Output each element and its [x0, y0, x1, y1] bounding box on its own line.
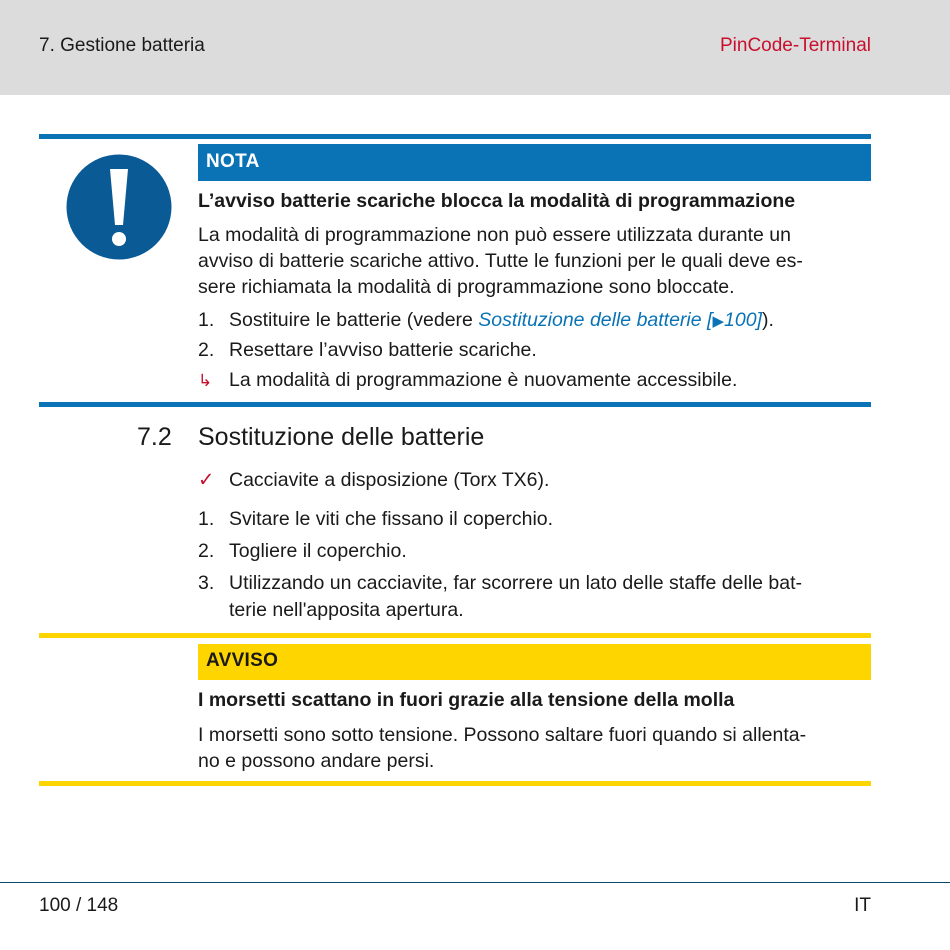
- section-step-3: [198, 572, 802, 595]
- product-name: PinCode-Terminal: [719, 35, 871, 56]
- warning-bottom-rule: [39, 781, 871, 786]
- note-body: [198, 222, 868, 300]
- step-number: 3.: [198, 572, 215, 594]
- link-page[interactable]: 100]: [724, 309, 762, 331]
- step-text: Utilizzando un cacciavite, far scorrere un lato delle staffe delle bat-: [229, 572, 803, 594]
- note-step-2: [198, 339, 537, 362]
- note-heading: L’avviso batterie scariche blocca la modalità di programmazione: [198, 190, 796, 212]
- note-body-line: sere richiamata la modalità di programmazione sono bloccate.: [198, 276, 735, 298]
- note-body-line: La modalità di programmazione non può essere utilizzata durante un: [198, 224, 791, 246]
- section-number: 7.2: [137, 423, 172, 451]
- prerequisite: [198, 468, 549, 492]
- result-arrow-icon: ↳: [198, 371, 213, 390]
- note-bottom-rule: [39, 402, 871, 407]
- page-header: [0, 0, 950, 95]
- step-text: Svitare le viti che fissano il coperchio.: [229, 508, 554, 530]
- warning-body: [198, 722, 868, 774]
- checkmark-icon: ✓: [198, 469, 215, 491]
- step-number: 2.: [198, 540, 215, 562]
- footer-divider: [0, 882, 950, 883]
- note-body-line: avviso di batterie scariche attivo. Tutte le funzioni per le quali deve es-: [198, 250, 803, 272]
- section-title: Sostituzione delle batterie: [198, 423, 485, 451]
- chapter-title: 7. Gestione batteria: [39, 35, 205, 56]
- note-label: NOTA: [198, 144, 871, 181]
- cross-reference-link[interactable]: [478, 309, 762, 331]
- note-result: [198, 369, 737, 392]
- step-number: 1.: [198, 309, 215, 331]
- language-code: IT: [854, 895, 871, 916]
- step-text-after: ).: [761, 309, 774, 331]
- step-text: terie nell'apposita apertura.: [229, 599, 464, 621]
- warning-label: AVVISO: [198, 644, 871, 680]
- step-text: Sostituire le batterie (vedere: [229, 309, 479, 331]
- warning-body-line: no e possono andare persi.: [198, 750, 435, 772]
- warning-top-rule: [39, 633, 871, 638]
- step-number: 2.: [198, 339, 215, 361]
- exclamation-icon: [63, 151, 175, 263]
- note-step-1: [198, 309, 774, 332]
- section-step-2: [198, 540, 407, 563]
- section-step-3-continued: [198, 599, 464, 622]
- prerequisite-text: Cacciavite a disposizione (Torx TX6).: [229, 469, 550, 491]
- warning-heading: I morsetti scattano in fuori grazie alla tensione della molla: [198, 689, 735, 711]
- step-number: 1.: [198, 508, 215, 530]
- note-top-rule: [39, 134, 871, 139]
- result-text: La modalità di programmazione è nuovamente accessibile.: [229, 369, 738, 391]
- section-step-1: [198, 508, 553, 531]
- step-text: Resettare l’avviso batterie scariche.: [229, 339, 537, 361]
- link-text[interactable]: Sostituzione delle batterie [: [478, 309, 713, 331]
- play-arrow-icon: ▶: [712, 313, 724, 330]
- step-text: Togliere il coperchio.: [229, 540, 407, 562]
- warning-body-line: I morsetti sono sotto tensione. Possono saltare fuori quando si allenta-: [198, 724, 807, 746]
- page-number: 100 / 148: [39, 895, 119, 916]
